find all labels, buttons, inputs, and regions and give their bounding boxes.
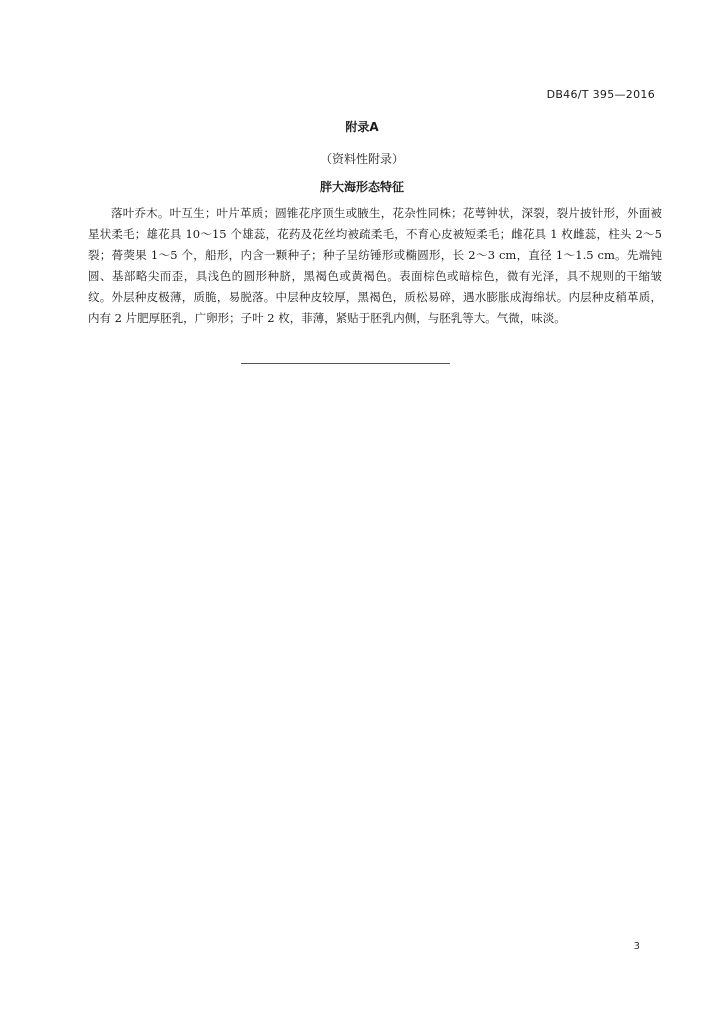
section-title: 胖大海形态特征 [319,180,404,194]
appendix-type: （资料性附录） [319,152,404,166]
standard-code: DB46/T 395—2016 [546,88,655,101]
body-paragraph: 落叶乔木。叶互生；叶片革质；圆锥花序顶生或腋生，花杂性同株；花萼钟状，深裂，裂片披针形，外面被星状柔毛；雄花具 10～15 个雄蕊，花药及花丝均被疏柔毛，不育心皮被短柔毛；雌花具 1 枚雌蕊，柱头 2～5 裂；蓇葖果 1～5 个，船形，内含一颗种子；种子呈纺锤形或椭圆形，长 2～3 cm，直径 1～1.5 cm。先端钝圆、基部略尖而歪，具浅色的圆形种脐，黑褐色或黄褐色。表面棕色或暗棕色，微有光泽，具不规则的干缩皱纹。外层种皮极薄，质脆，易脱落。中层种皮较厚，黑褐色，质松易碎，遇水膨胀成海绵状。内层种皮稍革质，内有 2 片肥厚胚乳，广卵形；子叶 2 枚，菲薄，紧贴于胚乳内侧，与胚乳等大。气微，味淡。 [88,206,662,325]
appendix-title: 附录A [345,120,379,134]
page-number: 3 [633,941,640,952]
end-rule [241,363,450,364]
